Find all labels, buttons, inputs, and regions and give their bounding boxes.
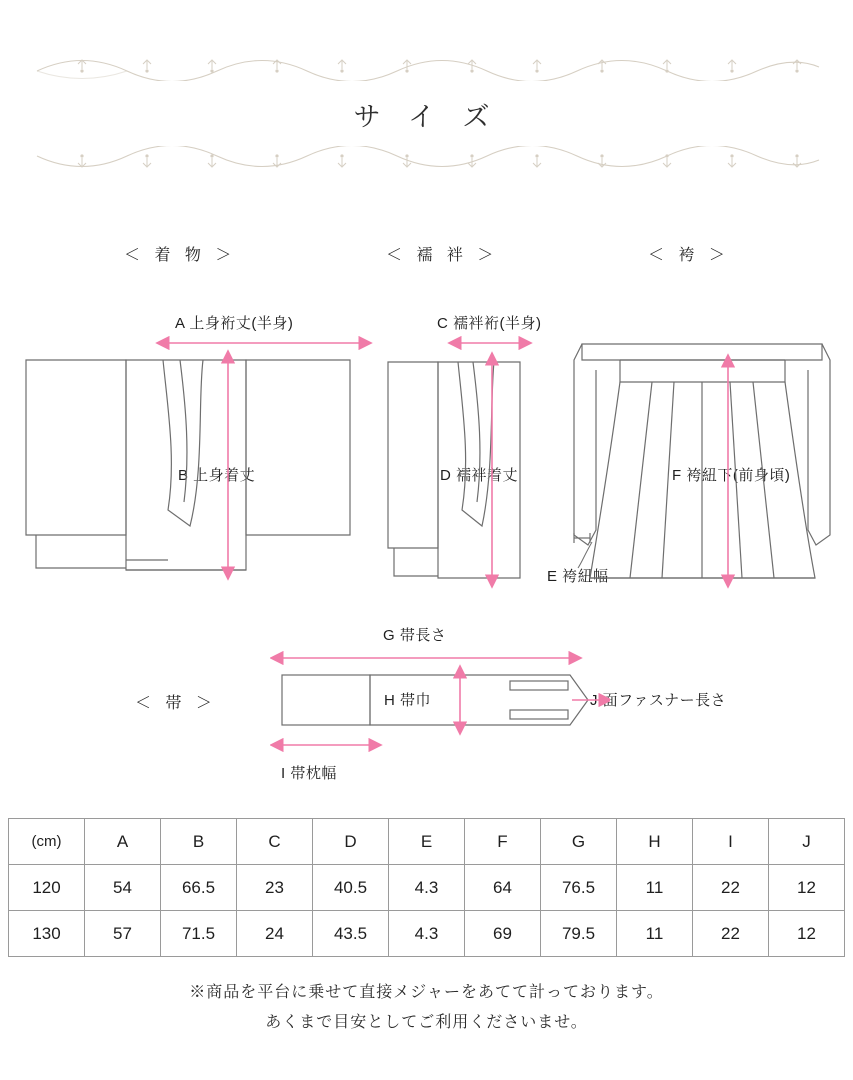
caption-h: H 帯巾 xyxy=(384,692,432,709)
cell-size: 120 xyxy=(9,865,85,911)
header-cell-h: H xyxy=(617,819,693,865)
header-cell-e: E xyxy=(389,819,465,865)
cell-d: 40.5 xyxy=(313,865,389,911)
caption-a: A 上身裄丈(半身) xyxy=(175,315,294,332)
table-row xyxy=(9,911,845,957)
note-line-1: ※商品を平台に乗せて直接メジャーをあてて計っております。 xyxy=(189,984,664,1001)
cell-g: 79.5 xyxy=(541,911,617,957)
cell-g: 76.5 xyxy=(541,865,617,911)
header-cell-g: G xyxy=(541,819,617,865)
table-header-row xyxy=(9,819,845,865)
header-cell-unit: (cm) xyxy=(9,819,85,865)
cell-d: 43.5 xyxy=(313,911,389,957)
section-label-obi: ＜ 帯 ＞ xyxy=(135,695,217,712)
cell-size: 130 xyxy=(9,911,85,957)
cell-f: 69 xyxy=(465,911,541,957)
cell-b: 66.5 xyxy=(161,865,237,911)
header-cell-i: I xyxy=(693,819,769,865)
size-table xyxy=(8,818,845,957)
header-cell-c: C xyxy=(237,819,313,865)
section-label-hakama: ＜ 袴 ＞ xyxy=(648,247,730,264)
header-cell-j: J xyxy=(769,819,845,865)
obi-diagram xyxy=(270,640,610,780)
cell-a: 57 xyxy=(85,911,161,957)
note-line-2: あくまで目安としてご利用くださいませ。 xyxy=(265,1014,588,1032)
caption-c: C 襦袢裄(半身) xyxy=(437,315,542,332)
hakama-diagram xyxy=(560,330,845,600)
cell-h: 11 xyxy=(617,911,693,957)
cell-e: 4.3 xyxy=(389,911,465,957)
cell-i: 22 xyxy=(693,911,769,957)
page-header xyxy=(0,55,853,172)
caption-j: J 面ファスナー長さ xyxy=(590,692,727,709)
cell-e: 4.3 xyxy=(389,865,465,911)
cell-c: 23 xyxy=(237,865,313,911)
header-cell-d: D xyxy=(313,819,389,865)
caption-e: E 袴紐幅 xyxy=(547,568,609,585)
cell-f: 64 xyxy=(465,865,541,911)
caption-f: F 袴紐下(前身頃) xyxy=(672,467,791,484)
cell-b: 71.5 xyxy=(161,911,237,957)
section-label-kimono: ＜ 着 物 ＞ xyxy=(124,247,237,264)
header-cell-a: A xyxy=(85,819,161,865)
header-cell-b: B xyxy=(161,819,237,865)
footer-notes xyxy=(0,978,853,1039)
header-cell-f: F xyxy=(465,819,541,865)
juban-diagram xyxy=(380,330,540,600)
caption-d: D 襦袢着丈 xyxy=(440,467,519,484)
table-row xyxy=(9,865,845,911)
cell-c: 24 xyxy=(237,911,313,957)
caption-i: I 帯枕幅 xyxy=(281,765,337,782)
cell-h: 11 xyxy=(617,865,693,911)
cell-j: 12 xyxy=(769,911,845,957)
caption-b: B 上身着丈 xyxy=(178,467,256,484)
cell-i: 22 xyxy=(693,865,769,911)
kimono-diagram xyxy=(18,330,378,600)
section-label-juban: ＜ 襦 袢 ＞ xyxy=(386,247,499,264)
cell-j: 12 xyxy=(769,865,845,911)
arrow-e xyxy=(574,533,590,543)
cell-a: 54 xyxy=(85,865,161,911)
size-table-wrapper xyxy=(8,818,845,957)
page-title: サ イ ズ xyxy=(353,102,500,132)
floral-divider-top-icon xyxy=(27,55,827,81)
leader-line-e xyxy=(578,542,592,568)
caption-g: G 帯長さ xyxy=(383,627,447,644)
floral-divider-bottom-icon xyxy=(27,146,827,172)
